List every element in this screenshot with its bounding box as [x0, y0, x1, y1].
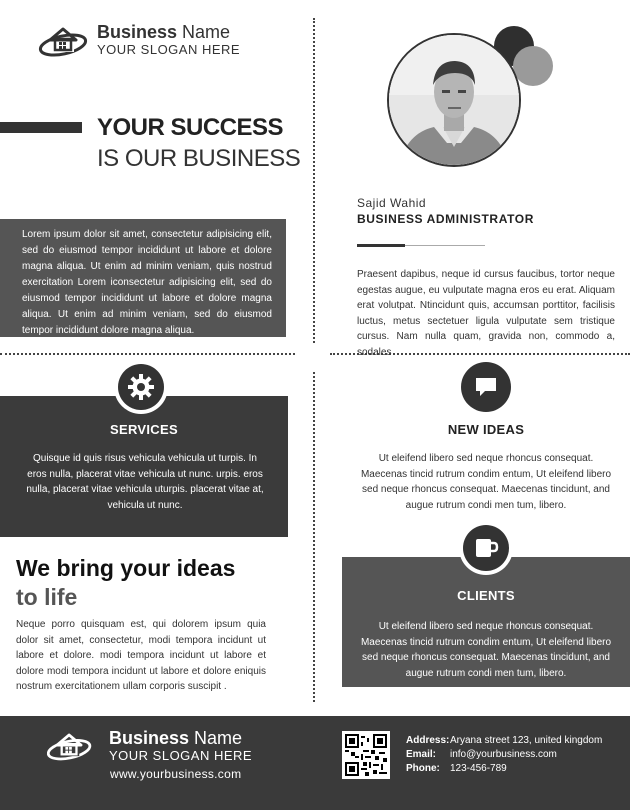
vertical-divider-top	[313, 18, 315, 343]
house-swoosh-icon	[46, 730, 94, 762]
qr-code-icon	[345, 734, 387, 776]
vertical-divider-bottom	[313, 372, 315, 702]
new-ideas-icon	[461, 362, 511, 412]
clients-icon-ring	[459, 521, 513, 575]
new-ideas-text: Ut eleifend libero sed neque rhoncus consequat. Maecenas tincid rutrum condim entum, Ut eleifend libero sed neque rhoncus consequat. Maecenas tincidunt, and augue rutrum condi men tum, libero.	[360, 453, 612, 511]
house-swoosh-icon	[38, 24, 90, 58]
email-value[interactable]: info@yourbusiness.com	[450, 749, 557, 760]
services-text: Quisque id quis risus vehicula vehicula ut turpis. In eros nulla, placerat vitae vehicula ut nunc. urpis. eros nulla, placerat vitae vehicula uturpis. placerat vitae at, vehicula ut nunc.	[26, 453, 264, 511]
qr-code	[342, 731, 390, 779]
brand-name-rest: Name	[177, 22, 231, 42]
accent-circle-light	[513, 46, 553, 86]
horizontal-divider-left	[0, 353, 295, 355]
footer	[0, 716, 630, 810]
footer-brand-name-bold: Business	[109, 728, 190, 748]
brand-name	[97, 22, 230, 43]
footer-brand-name	[109, 728, 242, 749]
brand-logo	[38, 24, 90, 58]
person-title: BUSINESS ADMINISTRATOR	[357, 212, 534, 226]
ideas-title-line1: We bring your ideas	[16, 555, 236, 581]
intro-text-box: Lorem ipsum dolor sit amet, consectetur adipisicing elit, sed do eiusmod tempor incididunt ut labore et dolore magna aliqua. Ut enim ad minim veniam, quis nostrud exercitation Lorem iconsectetur adipisicing elit, sed do eiusmod tempor incididunt ut labore et dolore magna aliqua. Ut enim ad minim veniam, sed do eiusmod tempor incididunt dolore magna aliqua.	[0, 219, 286, 337]
ideas-text: Neque porro quisquam est, qui dolorem ipsum quia dolor sit amet, consectetur, modi tempora incidunt ut labore et dolore. modi tempora incidunt ut labore et dolore modi tempora incidunt ut labore et dolore eniquis nostrum exercitationem ullam corporis suscipit .	[16, 619, 266, 692]
brand-slogan: YOUR SLOGAN HERE	[97, 42, 241, 57]
services-title: SERVICES	[110, 422, 178, 437]
services-icon-ring	[114, 360, 168, 414]
coffee-mug-icon	[473, 536, 499, 560]
title-underline-dark	[357, 244, 405, 247]
phone-value[interactable]: 123-456-789	[450, 763, 507, 774]
clients-text: Ut eleifend libero sed neque rhoncus consequat. Maecenas tincid rutrum condim entum, Ut eleifend libero sed neque rhoncus consequat. Maecenas tincidunt, and augue rutrum condi men tum, libero.	[360, 621, 612, 679]
footer-logo	[46, 730, 94, 762]
address-label: Address:	[406, 735, 450, 746]
brand-name-bold: Business	[97, 22, 178, 42]
headline-accent-bar	[0, 122, 82, 133]
speech-bubble-icon	[474, 376, 498, 398]
footer-slogan: YOUR SLOGAN HERE	[109, 748, 253, 763]
person-silhouette-icon	[389, 35, 519, 165]
person-name: Sajid Wahid	[357, 196, 427, 210]
headline-line2: IS OUR BUSINESS	[97, 145, 301, 172]
address-value: Aryana street 123, united kingdom	[450, 735, 603, 746]
footer-brand-name-rest: Name	[189, 728, 243, 748]
phone-label: Phone:	[406, 763, 440, 774]
headline-line1: YOUR SUCCESS	[97, 114, 284, 141]
ideas-title-line2: to life	[16, 584, 78, 610]
email-label: Email:	[406, 749, 437, 760]
footer-email	[406, 747, 557, 762]
title-underline-light	[405, 245, 485, 246]
services-icon-bg	[118, 364, 164, 410]
new-ideas-title: NEW IDEAS	[447, 422, 525, 437]
clients-title: CLIENTS	[457, 588, 515, 603]
clients-icon-bg	[463, 525, 509, 571]
footer-phone	[406, 761, 507, 776]
footer-website[interactable]: www.yourbusiness.com	[110, 767, 242, 781]
person-bio: Praesent dapibus, neque id cursus faucibus, tortor neque egestas augue, eu vulputate magna eros eu erat. Aliquam erat volutpat. Ntincidunt quis, accumsan porttitor, facilisis luctus, metus sectetuer ligula vulputate sem tristique cursus. Nam nulla quam, gravida non, commodo a, sodales	[357, 269, 615, 358]
profile-photo	[387, 33, 521, 167]
gear-icon	[127, 373, 155, 401]
footer-address	[406, 733, 602, 748]
